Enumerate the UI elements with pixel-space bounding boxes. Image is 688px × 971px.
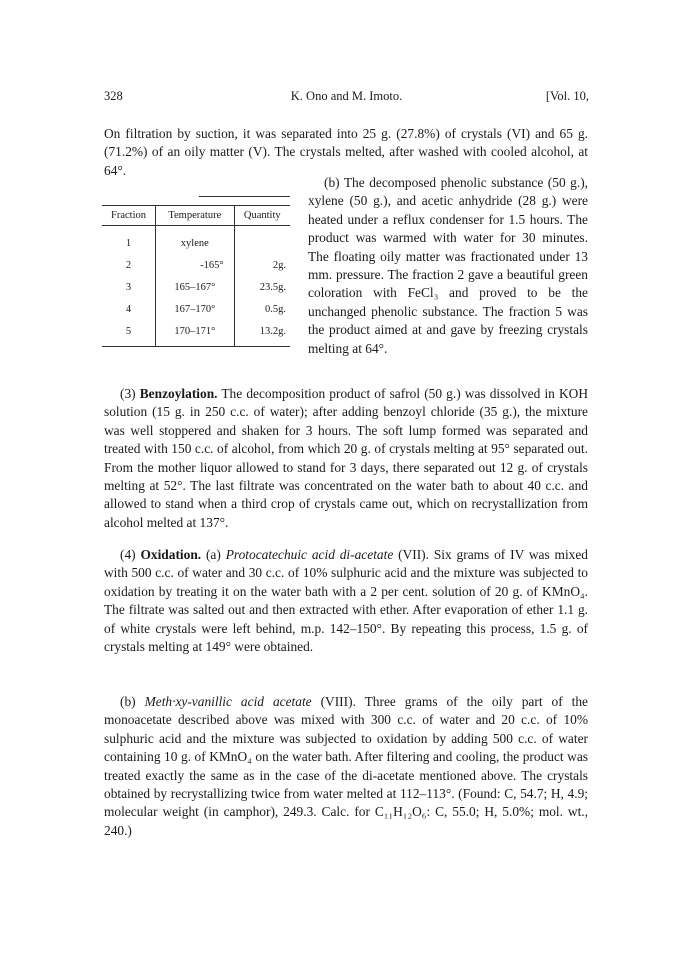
running-authors: K. Ono and M. Imoto. (290, 89, 403, 103)
cell-quantity: 0.5g. (265, 303, 286, 315)
intro-paragraph (104, 125, 588, 180)
running-header (104, 89, 589, 107)
volume-label: [Vol. 10, (545, 89, 589, 103)
methoxy-text: (VIII). Three grams of the oily part of the monoacetate described above was mixed with 300 c.c. of water and 20 c.c. of 10% sulphuric acid and the mixture was subjected to oxidation by adding 500 c.c. of water containing 10 g. of KMnO₄ on the water bath. After filtering and cooling, the product was treated exactly the same as in the case of the di-acetate mentioned above. The crystals obtained by recrystallizing twice from water melted at 112–113°. (Found: C, 54.7; H, 4.9; molecular weight (in camphor), 249.3. Calc. for C₁₁H₁₂O₆: C, 55.0; H, 5.0%; mol. wt., 240.) (104, 694, 588, 838)
compound-name: Protocatechuic acid di-acetate (225, 547, 394, 562)
cell-quantity: 13.2g. (234, 320, 290, 347)
paragraph-b: (b) The decomposed phenolic substance (50 g.), xylene (50 g.), and acetic anhydride (28 g.) were heated under a reflux condenser for 1.5 hours. The product was warmed with water for 30 minutes. The floating oily matter was fractionated under 13 mm. pressure. The fraction 2 gave a beautiful green coloration with FeCl₃ and proved to be the unchanged phenolic substance. The fraction 5 was the product aimed at and gave by freezing crystals melting at 64°. (308, 175, 588, 356)
cell-fraction: 1 (102, 226, 156, 255)
table-row (102, 298, 290, 320)
benzoylation-section (104, 385, 588, 532)
cell-fraction: 5 (102, 320, 156, 347)
section-number: (3) (120, 386, 140, 401)
col-header-temperature: Temperature (156, 206, 235, 226)
cell-quantity: 23.5g. (259, 281, 286, 293)
section-heading-benzoylation: Benzoylation. (139, 386, 218, 401)
cell-temperature: 165–167° (156, 276, 235, 298)
methoxy-section (104, 693, 588, 840)
table-row (102, 276, 290, 298)
cell-quantity: 2g. (272, 259, 286, 271)
subsection-label: (a) (201, 547, 226, 562)
fraction-table (102, 205, 290, 347)
table-row (102, 320, 290, 347)
page-number: 328 (104, 89, 123, 103)
cell-temperature: xylene (156, 226, 235, 255)
oxidation-paragraph (104, 546, 588, 656)
section-number: (4) (120, 547, 141, 562)
paragraph-b-block (308, 174, 588, 358)
benzoylation-text: The decomposition product of safrol (50 g.) was dissolved in KOH solution (15 g. in 250 c.c. of water); after adding benzoyl chloride (35 g.), the mixture was well stoppered and shaken for 3 hours. The soft lump formed was separated and treated with 150 c.c. of alcohol, from which 20 g. of crystals melting at 95° separated out. From the mother liquor allowed to stand for 3 days, there separated out 12 g. of crystals melting at 52°. The last filtrate was concentrated on the water bath to about 40 c.c. and allowed to stand when a third crop of crystals came out, which on recrystallization from alcohol melted at 137°. (104, 386, 588, 530)
section-heading-oxidation: Oxidation. (140, 547, 202, 562)
methoxy-paragraph (104, 693, 588, 840)
cell-fraction: 3 (102, 276, 156, 298)
cell-fraction: 2 (102, 254, 156, 276)
table-top-rule (199, 196, 290, 197)
subsection-label: (b) (120, 694, 145, 709)
cell-fraction: 4 (102, 298, 156, 320)
col-header-quantity: Quantity (234, 206, 290, 226)
oxidation-text: (VII). Six grams of IV was mixed with 500 c.c. of water and 30 c.c. of 10% sulphuric acid and the mixture was subjected to oxidation by treating it on the water bath with a 2 per cent. solution of 20 g. of KMnO₄. The filtrate was salted out and then extracted with ether. After evaporation of ether 1.1 g. of white crystals were left behind, m.p. 142–150°. By repeating this process, 1.5 g. of crystals melting at 149° were obtained. (104, 547, 588, 655)
benzoylation-paragraph (104, 385, 588, 532)
cell-temperature: -165° (156, 254, 235, 276)
cell-temperature: 170–171° (156, 320, 235, 347)
intro-text: On filtration by suction, it was separated into 25 g. (27.8%) of crystals (VI) and 65 g. (71.2%) of an oily matter (V). The crystals melted, after washed with cooled alcohol, at 64°. (104, 126, 588, 178)
compound-name: Meth·xy-vanillic acid acetate (144, 694, 312, 709)
cell-quantity (234, 226, 290, 255)
fraction-table-block (102, 196, 290, 347)
table-row (102, 226, 290, 255)
oxidation-section (104, 546, 588, 656)
table-header-row (102, 206, 290, 226)
table-row (102, 254, 290, 276)
col-header-fraction: Fraction (102, 206, 156, 226)
cell-temperature: 167–170° (156, 298, 235, 320)
